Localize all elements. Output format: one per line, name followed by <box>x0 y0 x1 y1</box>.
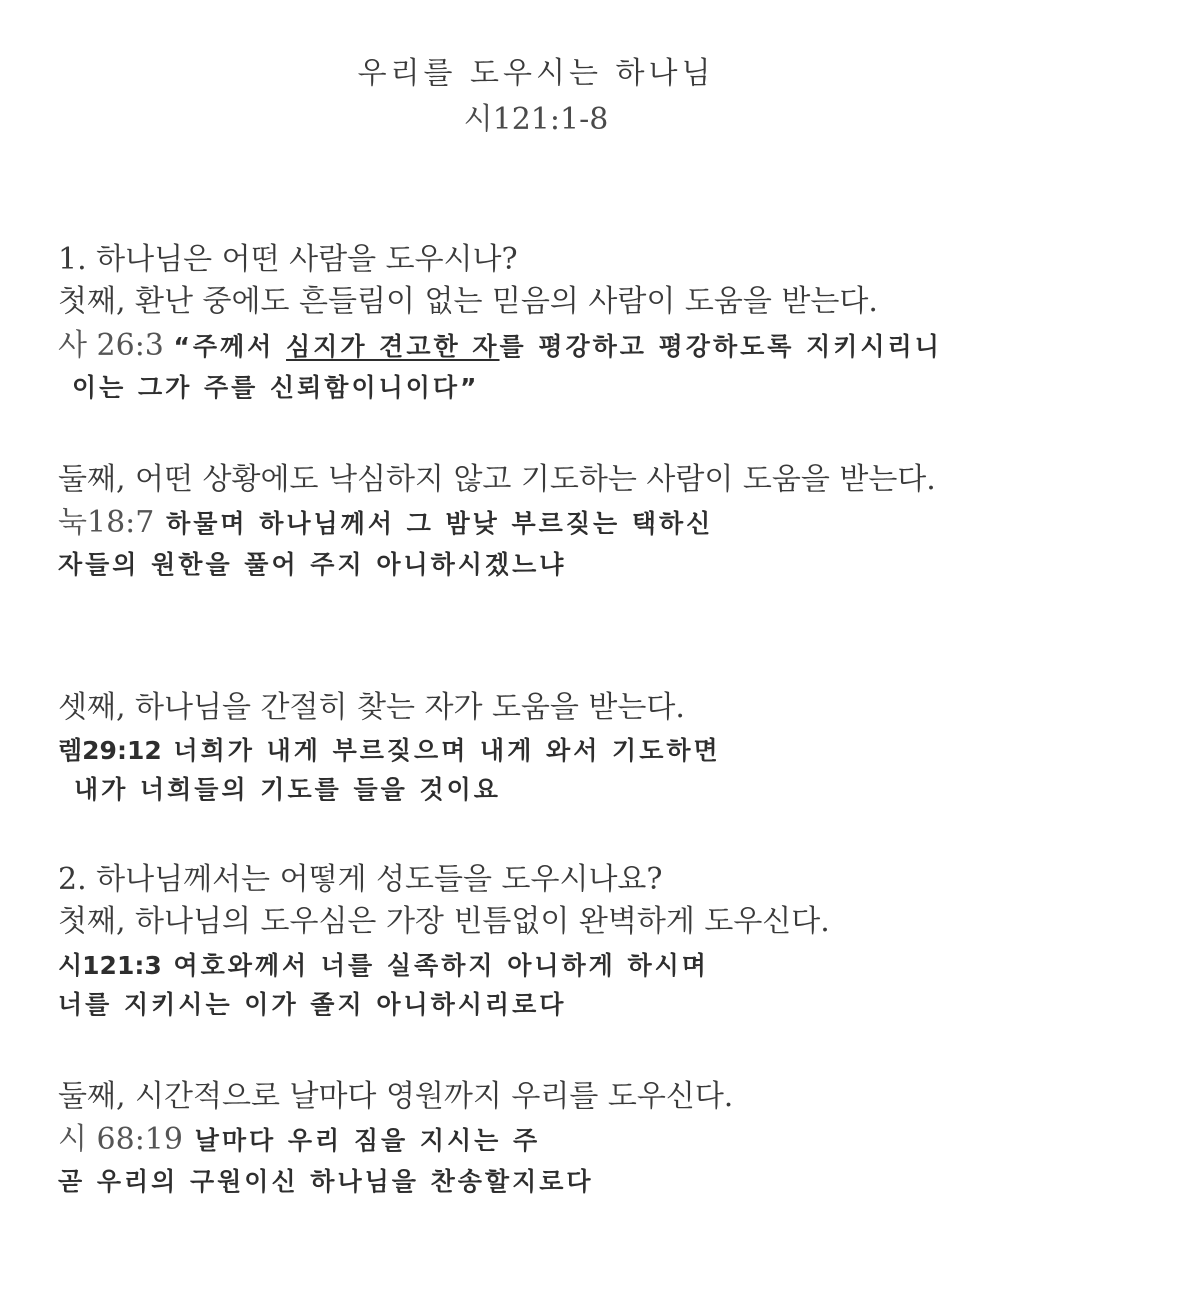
verse-text: 너희가 내게 부르짖으며 내게 와서 기도하면 <box>161 736 721 765</box>
section1-point3-ref: 렘29:12 <box>58 736 162 765</box>
section1-point3-verse-line1 <box>58 730 721 771</box>
verse-quote-start: “주께서 <box>173 332 287 361</box>
section2-point1-text: 첫째, 하나님의 도우심은 가장 빈틈없이 완벽하게 도우신다. <box>58 904 830 939</box>
section1-point1-text: 첫째, 환난 중에도 흔들림이 없는 믿음의 사람이 도움을 받는다. <box>58 284 878 319</box>
section1-point1-ref: 사 26:3 <box>58 328 164 363</box>
section1-point3-verse-line2: 내가 너희들의 기도를 들을 것이요 <box>74 775 501 804</box>
section2-heading: 2. 하나님께서는 어떻게 성도들을 도우시나요? <box>58 862 663 897</box>
section1-point1-verse-line1 <box>58 326 942 367</box>
section2-point1-ref: 시121:3 <box>58 951 162 980</box>
verse-text: 날마다 우리 짐을 지시는 주 <box>182 1126 541 1155</box>
verse-underlined-phrase: 심지가 견고한 자 <box>286 332 500 361</box>
section1-point2-verse-line2: 자들의 원한을 풀어 주지 아니하시겠느냐 <box>58 550 567 579</box>
document-title: 우리를 도우시는 하나님 <box>357 56 715 91</box>
verse-text: 하물며 하나님께서 그 밤낮 부르짖는 택하신 <box>154 509 714 538</box>
section1-point3-text: 셋째, 하나님을 간절히 찾는 자가 도움을 받는다. <box>58 690 685 725</box>
verse-quote-rest: 를 평강하고 평강하도록 지키시리니 <box>499 332 942 361</box>
section1-point2-ref: 눅18:7 <box>58 505 155 540</box>
section2-point1-verse-line2: 너를 지키시는 이가 졸지 아니하시리로다 <box>58 990 567 1019</box>
section2-point2-ref: 시 68:19 <box>58 1122 183 1157</box>
section1-point2-verse-line1 <box>58 503 713 544</box>
verse-text: 여호와께서 너를 실족하지 아니하게 하시며 <box>161 951 709 980</box>
section2-point2-text: 둘째, 시간적으로 날마다 영원까지 우리를 도우신다. <box>58 1079 734 1114</box>
section1-point1-verse-line2: 이는 그가 주를 신뢰함이니이다” <box>72 373 480 402</box>
section2-point2-verse-line2: 곧 우리의 구원이신 하나님을 찬송할지로다 <box>58 1167 594 1196</box>
section2-point1-verse-line1 <box>58 945 709 986</box>
section2-point2-verse-line1 <box>58 1120 540 1161</box>
section1-heading: 1. 하나님은 어떤 사람을 도우시나? <box>58 242 518 277</box>
document-reference: 시121:1-8 <box>463 102 609 137</box>
section1-point2-text: 둘째, 어떤 상황에도 낙심하지 않고 기도하는 사람이 도움을 받는다. <box>58 462 936 497</box>
